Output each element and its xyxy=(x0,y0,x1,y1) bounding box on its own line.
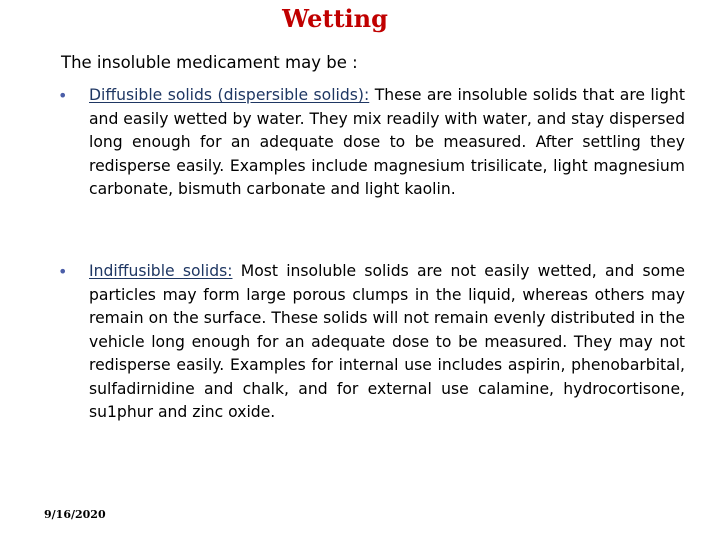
bullet-term: Diffusible solids (dispersible solids): xyxy=(89,86,370,104)
bullet-text xyxy=(89,260,685,425)
bullet-marker: • xyxy=(58,86,68,105)
bullet-body: These are insoluble solids that are light and easily wetted by water. They mix readily with water, and stay dispersed long enough for an adequate dose to be measured. After settling they redisperse easily. Examples include magnesium trisilicate, light magnesium carbonate, bismuth carbonate and light kaolin. xyxy=(89,86,685,198)
bullet-indiffusible-solids xyxy=(58,260,685,425)
footer-date: 9/16/2020 xyxy=(44,508,106,521)
bullet-body: Most insoluble solids are not easily wetted, and some particles may form large porous clumps in the liquid, whereas others may remain on the surface. These solids will not remain evenly distributed in the vehicle long enough for an adequate dose to be measured. They may not redisperse easily. Examples for internal use includes aspirin, phenobarbital, sulfadirnidine and chalk, and for external use calamine, hydrocortisone, su1phur and zinc oxide. xyxy=(89,262,685,421)
bullet-term: Indiffusible solids: xyxy=(89,262,233,280)
bullet-text xyxy=(89,84,685,202)
bullet-diffusible-solids xyxy=(58,84,685,202)
intro-text: The insoluble medicament may be : xyxy=(61,53,358,72)
slide-title: Wetting xyxy=(282,4,388,33)
bullet-marker: • xyxy=(58,262,68,281)
